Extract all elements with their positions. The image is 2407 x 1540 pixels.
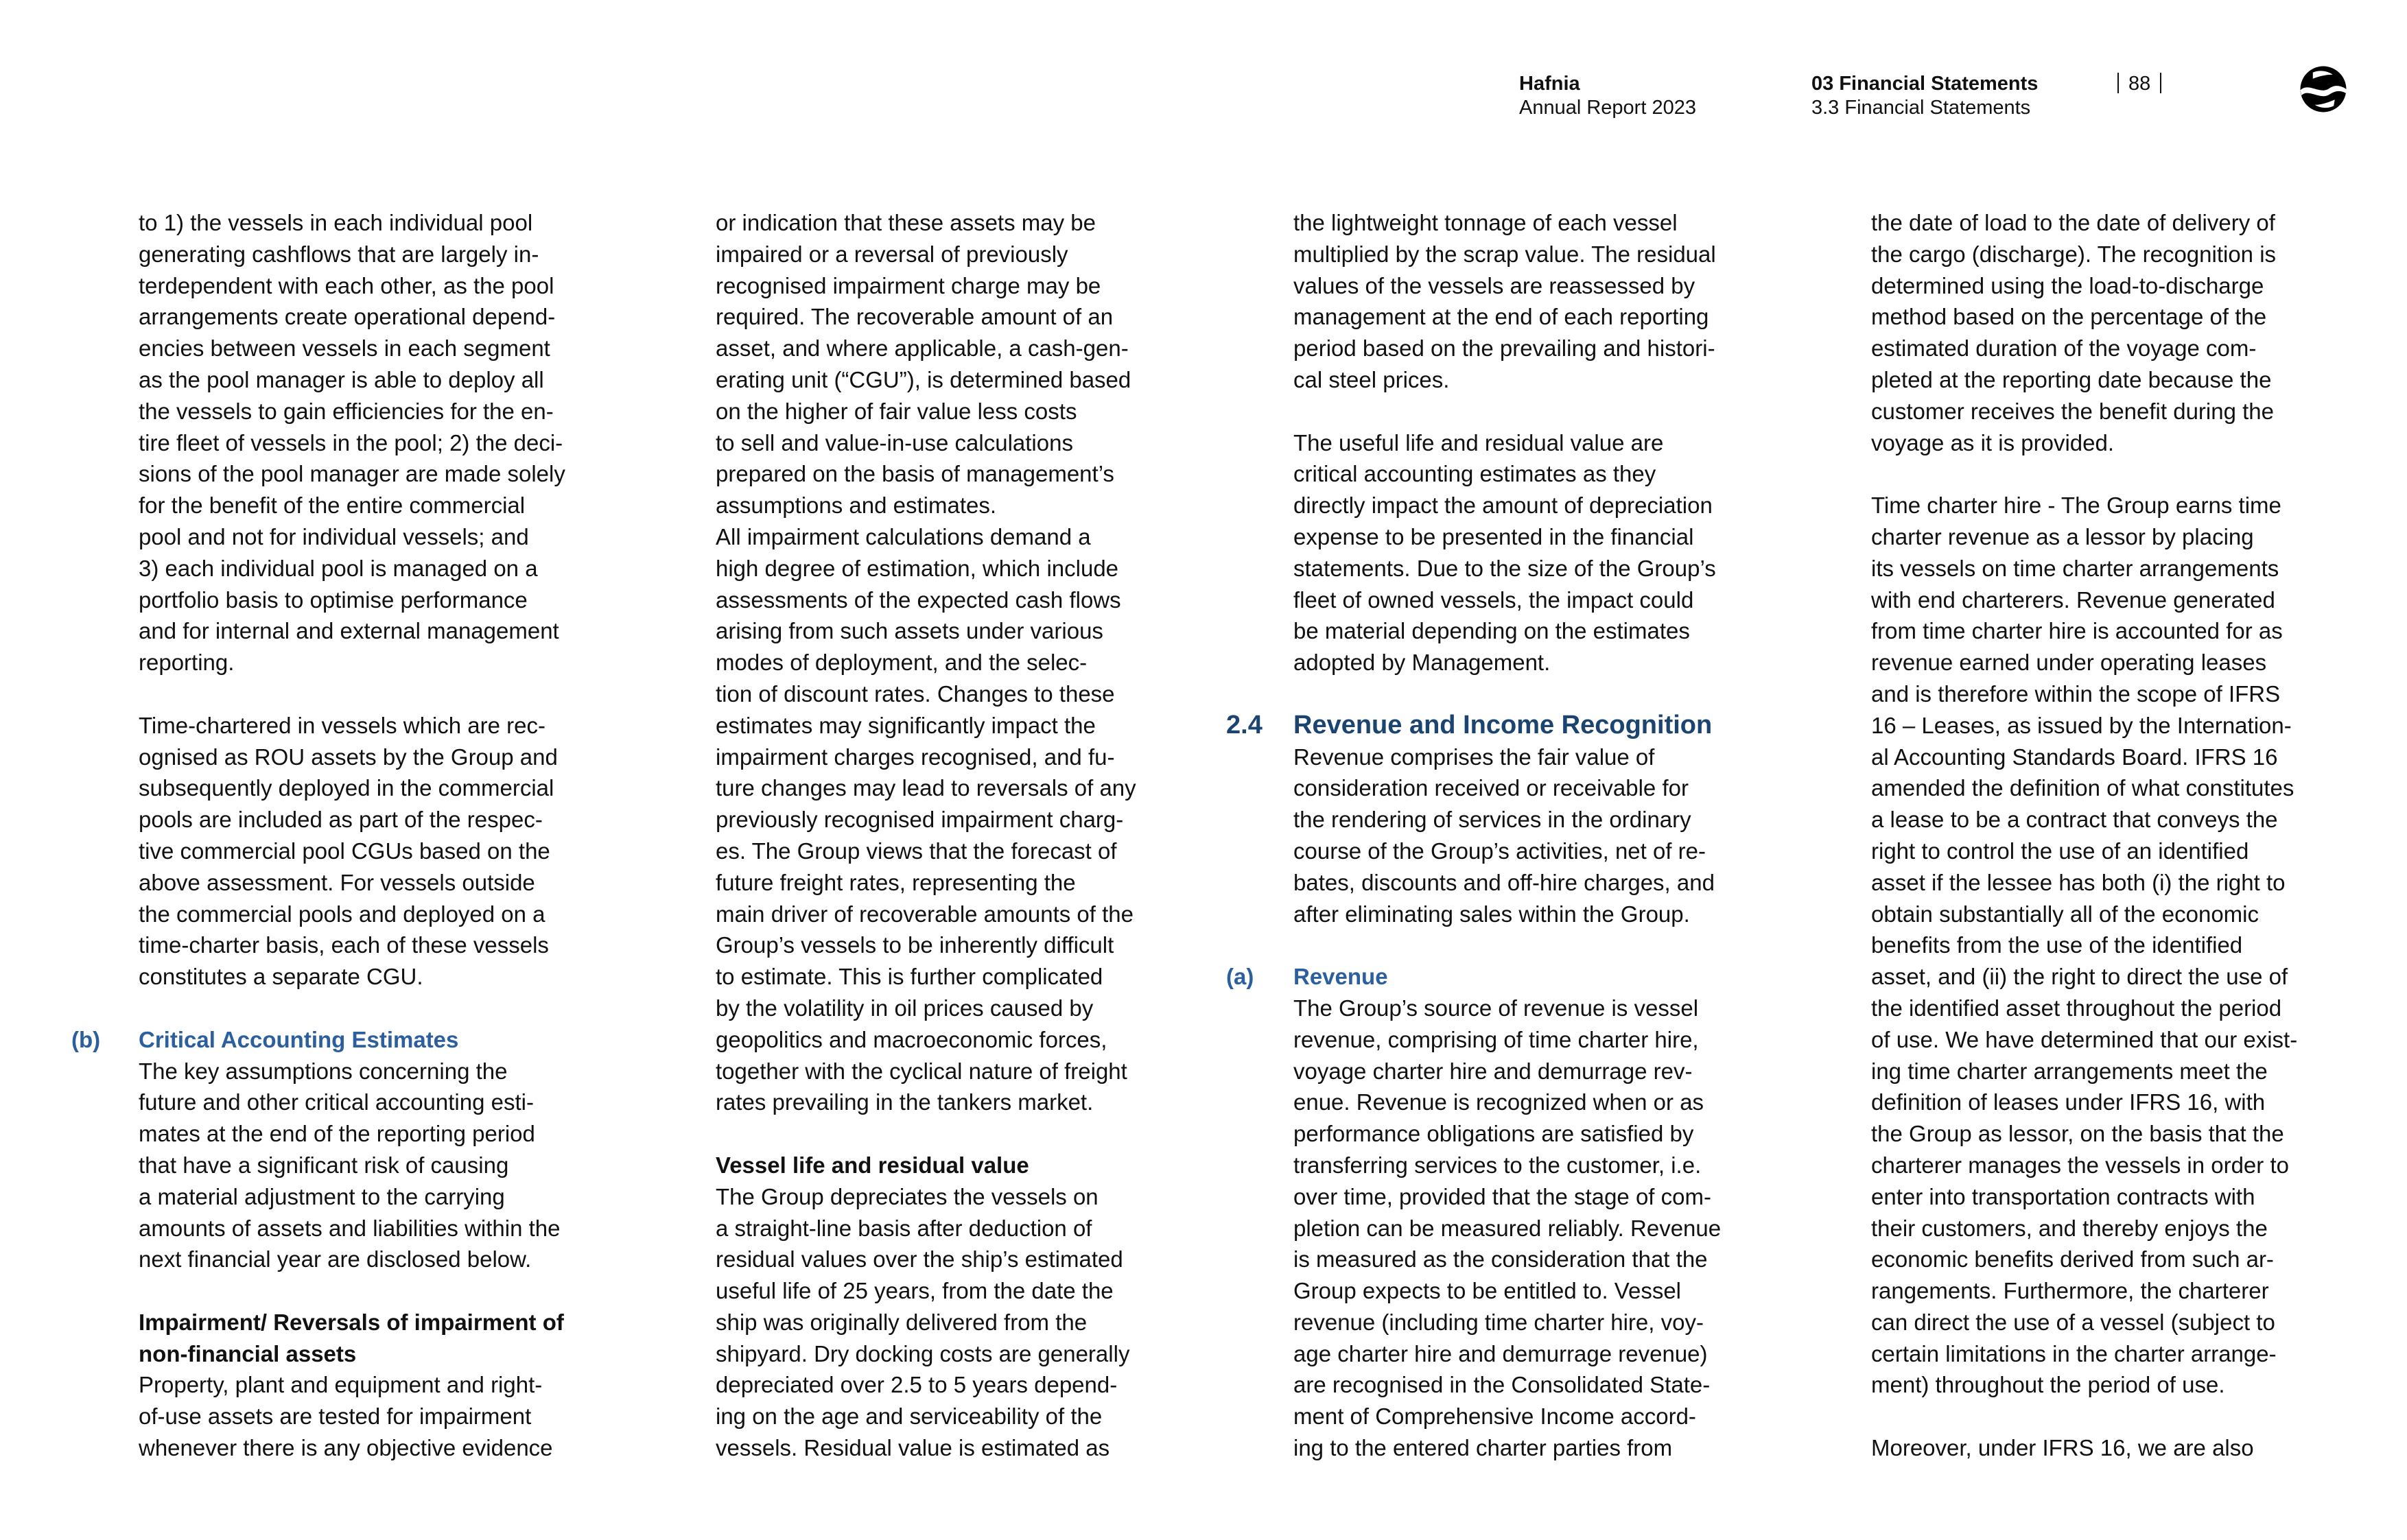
paragraph-gap <box>1871 458 2358 490</box>
subsection-heading <box>1226 961 1781 993</box>
body-text-line: reporting. <box>139 650 235 676</box>
body-text-line: period based on the prevailing and histori- <box>1293 335 1715 362</box>
body-text-line: Time charter hire - The Group earns time <box>1871 493 2281 519</box>
body-text-line: future and other critical accounting esti- <box>139 1089 534 1115</box>
bold-heading-line: Vessel life and residual value <box>716 1152 1029 1178</box>
body-text-line: Moreover, under IFRS 16, we are also <box>1871 1435 2254 1461</box>
page-number-divider-left <box>2117 73 2119 93</box>
body-text-line: tire fleet of vessels in the pool; 2) the deci- <box>139 429 563 455</box>
body-text-line: assumptions and estimates. <box>716 493 997 519</box>
body-text-line: transferring services to the customer, i.e. <box>1293 1152 1702 1178</box>
body-text-line: charterer manages the vessels in order to <box>1871 1152 2289 1178</box>
body-text-line: main driver of recoverable amounts of the <box>716 901 1134 927</box>
body-text-line: bates, discounts and off-hire charges, and <box>1293 869 1715 895</box>
text-column-2 <box>716 207 1203 1464</box>
body-text-line: the rendering of services in the ordinary <box>1293 807 1691 833</box>
paragraph-gap <box>139 1275 626 1307</box>
body-text-line: es. The Group views that the forecast of <box>716 838 1117 864</box>
body-text-line: arising from such assets under various <box>716 618 1103 644</box>
subsection-number: (a) <box>1226 964 1254 990</box>
body-text-line: determined using the load-to-discharge <box>1871 272 2264 298</box>
body-text-line: recognised impairment charge may be <box>716 272 1101 298</box>
body-text-line: All impairment calculations demand a <box>716 523 1091 549</box>
body-text-line: The key assumptions concerning the <box>139 1058 508 1084</box>
body-text-line: definition of leases under IFRS 16, with <box>1871 1089 2266 1115</box>
body-text-line: 16 – Leases, as issued by the Internation- <box>1871 712 2292 738</box>
body-text-line: ment) throughout the period of use. <box>1871 1372 2225 1398</box>
body-text-line: as the pool manager is able to deploy all <box>139 366 544 392</box>
body-text-line: vessels. Residual value is estimated as <box>716 1435 1110 1461</box>
body-text-line: Group expects to be entitled to. Vessel <box>1293 1278 1682 1304</box>
body-text-line: and for internal and external management <box>139 618 559 644</box>
body-text-line: course of the Group’s activities, net of re- <box>1293 838 1706 864</box>
body-text-line: ship was originally delivered from the <box>716 1309 1088 1335</box>
body-text-line: impairment charges recognised, and fu- <box>716 744 1115 770</box>
body-text-line: or indication that these assets may be <box>716 210 1096 235</box>
body-text-line: ing on the age and serviceability of the <box>716 1403 1103 1430</box>
body-text-line: asset if the lessee has both (i) the right to <box>1871 869 2286 895</box>
body-text-line: modes of deployment, and the selec- <box>716 650 1088 676</box>
paragraph-gap <box>1293 396 1781 427</box>
body-text-line: previously recognised impairment charg- <box>716 807 1124 833</box>
header-company-block <box>1519 72 1696 120</box>
body-text-line: of-use assets are tested for impairment <box>139 1403 532 1430</box>
body-text-line: with end charterers. Revenue generated <box>1871 587 2275 613</box>
company-name: Hafnia <box>1519 73 1580 95</box>
body-text-line: their customers, and thereby enjoys the <box>1871 1215 2268 1241</box>
body-text-line: The useful life and residual value are <box>1293 429 1664 455</box>
body-text-line: Property, plant and equipment and right- <box>139 1372 543 1398</box>
body-text-line: performance obligations are satisfied by <box>1293 1121 1694 1147</box>
subsection-title: Critical Accounting Estimates <box>139 1026 459 1052</box>
body-text-line: useful life of 25 years, from the date the <box>716 1278 1114 1304</box>
body-text-line: customer receives the benefit during the <box>1871 398 2274 424</box>
body-text-line: ture changes may lead to reversals of any <box>716 775 1136 801</box>
subsection-title: Revenue <box>1293 964 1388 990</box>
body-text-line: consideration received or receivable for <box>1293 775 1689 801</box>
body-text-line: a straight-line basis after deduction of <box>716 1215 1092 1241</box>
body-text-line: cal steel prices. <box>1293 366 1450 392</box>
body-text-line: voyage charter hire and demurrage rev- <box>1293 1058 1693 1084</box>
paragraph-gap <box>1871 1401 2358 1432</box>
body-text-line: rates prevailing in the tankers market. <box>716 1089 1094 1115</box>
body-text-line: management at the end of each reporting <box>1293 304 1709 330</box>
body-text-line: estimates may significantly impact the <box>716 712 1096 738</box>
body-text-line: multiplied by the scrap value. The residual <box>1293 241 1716 267</box>
body-text-line: geopolitics and macroeconomic forces, <box>716 1026 1107 1052</box>
body-text-line: whenever there is any objective evidence <box>139 1435 553 1461</box>
body-text-line: ing to the entered charter parties from <box>1293 1435 1673 1461</box>
body-text-line: terdependent with each other, as the pool <box>139 272 554 298</box>
paragraph-gap <box>139 678 626 710</box>
body-text-line: adopted by Management. <box>1293 650 1551 676</box>
body-text-line: the identified asset throughout the period <box>1871 995 2282 1021</box>
body-text-line: are recognised in the Consolidated State- <box>1293 1372 1711 1398</box>
body-text-line: impaired or a reversal of previously <box>716 241 1068 267</box>
body-text-line: time-charter basis, each of these vessels <box>139 932 549 958</box>
body-text-line: revenue, comprising of time charter hire, <box>1293 1026 1699 1052</box>
body-text-line: encies between vessels in each segment <box>139 335 550 362</box>
body-text-line: assessments of the expected cash flows <box>716 587 1121 613</box>
body-text-line: Time-chartered in vessels which are rec- <box>139 712 545 738</box>
body-text-line: residual values over the ship’s estimated <box>716 1246 1123 1272</box>
body-text-line: and is therefore within the scope of IFRS <box>1871 680 2281 707</box>
body-text-line: asset, and (ii) the right to direct the use of <box>1871 964 2288 990</box>
body-text-line: the Group as lessor, on the basis that the <box>1871 1121 2284 1147</box>
body-text-line: enue. Revenue is recognized when or as <box>1293 1089 1704 1115</box>
body-text-line: Group’s vessels to be inherently difficult <box>716 932 1114 958</box>
body-text-line: high degree of estimation, which include <box>716 555 1119 581</box>
body-text-line: asset, and where applicable, a cash-gen- <box>716 335 1129 362</box>
paragraph-gap <box>716 1118 1203 1150</box>
body-text-line: of use. We have determined that our exist- <box>1871 1026 2298 1052</box>
section-number: 2.4 <box>1226 710 1263 739</box>
body-text-line: the vessels to gain efficiencies for the en- <box>139 398 554 424</box>
body-text-line: erating unit (“CGU”), is determined based <box>716 366 1131 392</box>
body-text-line: 3) each individual pool is managed on a <box>139 555 538 581</box>
body-text-line: age charter hire and demurrage revenue) <box>1293 1340 1708 1366</box>
body-text-line: ognised as ROU assets by the Group and <box>139 744 558 770</box>
body-text-line: pools are included as part of the respec- <box>139 807 543 833</box>
body-text-line: amounts of assets and liabilities within the <box>139 1215 561 1241</box>
body-text-line: that have a significant risk of causing <box>139 1152 509 1178</box>
body-text-line: can direct the use of a vessel (subject to <box>1871 1309 2275 1335</box>
subsection-heading <box>71 1024 626 1056</box>
body-text-line: mates at the end of the reporting period <box>139 1121 535 1147</box>
body-text-line: constitutes a separate CGU. <box>139 964 423 990</box>
body-text-line: together with the cyclical nature of freight <box>716 1058 1127 1084</box>
body-text-line: The Group depreciates the vessels on <box>716 1183 1099 1209</box>
body-text-line: by the volatility in oil prices caused by <box>716 995 1094 1021</box>
bold-heading-line: Impairment/ Reversals of impairment of <box>139 1309 564 1335</box>
body-text-line: fleet of owned vessels, the impact could <box>1293 587 1694 613</box>
body-text-line: expense to be presented in the financial <box>1293 523 1694 549</box>
body-text-line: depreciated over 2.5 to 5 years depend- <box>716 1372 1118 1398</box>
page-number-divider-right <box>2160 73 2161 93</box>
body-text-line: is measured as the consideration that the <box>1293 1246 1708 1272</box>
page-number: 88 <box>2128 73 2151 95</box>
body-text-line: from time charter hire is accounted for as <box>1871 618 2283 644</box>
page-number-block <box>2108 72 2171 96</box>
body-text-line: future freight rates, representing the <box>716 869 1076 895</box>
body-text-line: pool and not for individual vessels; and <box>139 523 529 549</box>
body-text-line: tion of discount rates. Changes to these <box>716 680 1115 707</box>
body-text-line: to 1) the vessels in each individual pool <box>139 210 533 235</box>
subsection-number: (b) <box>71 1026 101 1052</box>
body-text-line: after eliminating sales within the Group. <box>1293 901 1690 927</box>
body-text-line: the cargo (discharge). The recognition is <box>1871 241 2277 267</box>
body-text-line: above assessment. For vessels outside <box>139 869 535 895</box>
body-text-line: arrangements create operational depend- <box>139 304 556 330</box>
body-text-line: over time, provided that the stage of com- <box>1293 1183 1711 1209</box>
body-text-line: next financial year are disclosed below. <box>139 1246 532 1272</box>
body-text-line: revenue earned under operating leases <box>1871 650 2267 676</box>
body-text-line: economic benefits derived from such ar- <box>1871 1246 2274 1272</box>
body-text-line: The Group’s source of revenue is vessel <box>1293 995 1699 1021</box>
body-text-line: Revenue comprises the fair value of <box>1293 744 1655 770</box>
section-title: 3.3 Financial Statements <box>1811 97 2031 119</box>
hafnia-logo-icon <box>2297 63 2349 115</box>
body-text-line: critical accounting estimates as they <box>1293 461 1656 487</box>
text-column-3 <box>1226 207 1781 1464</box>
paragraph-gap <box>139 993 626 1024</box>
body-text-line: pletion can be measured reliably. Revenue <box>1293 1215 1722 1241</box>
body-text-line: method based on the percentage of the <box>1871 304 2267 330</box>
body-text-line: a material adjustment to the carrying <box>139 1183 505 1209</box>
text-column-1 <box>71 207 626 1464</box>
body-text-line: tive commercial pool CGUs based on the <box>139 838 550 864</box>
body-text-line: statements. Due to the size of the Group’s <box>1293 555 1716 581</box>
body-text-line: revenue (including time charter hire, voy- <box>1293 1309 1704 1335</box>
body-text-line: be material depending on the estimates <box>1293 618 1690 644</box>
body-text-line: amended the definition of what constitutes <box>1871 775 2294 801</box>
section-title: Revenue and Income Recognition <box>1293 710 1713 739</box>
page-header <box>0 72 2407 127</box>
body-text-line: values of the vessels are reassessed by <box>1293 272 1695 298</box>
paragraph-gap <box>1293 929 1781 961</box>
chapter-title: 03 Financial Statements <box>1811 73 2039 95</box>
body-text-line: certain limitations in the charter arrange- <box>1871 1340 2277 1366</box>
body-text-line: obtain substantially all of the economic <box>1871 901 2259 927</box>
text-column-4 <box>1871 207 2358 1464</box>
body-text-line: its vessels on time charter arrangements <box>1871 555 2279 581</box>
body-text-line: portfolio basis to optimise performance <box>139 587 528 613</box>
report-title: Annual Report 2023 <box>1519 97 1696 119</box>
body-text-line: pleted at the reporting date because the <box>1871 366 2272 392</box>
body-text-line: charter revenue as a lessor by placing <box>1871 523 2254 549</box>
body-text-line: to estimate. This is further complicated <box>716 964 1103 990</box>
body-text-line: the commercial pools and deployed on a <box>139 901 545 927</box>
section-heading <box>1226 710 1781 742</box>
body-text-line: sions of the pool manager are made solely <box>139 461 565 487</box>
body-text-line: on the higher of fair value less costs <box>716 398 1077 424</box>
body-text-line: al Accounting Standards Board. IFRS 16 <box>1871 744 2278 770</box>
body-text-line: voyage as it is provided. <box>1871 429 2115 455</box>
body-text-line: ing time charter arrangements meet the <box>1871 1058 2268 1084</box>
body-text-line: to sell and value-in-use calculations <box>716 429 1073 455</box>
body-text-line: rangements. Furthermore, the charterer <box>1871 1278 2269 1304</box>
body-text-line: right to control the use of an identified <box>1871 838 2249 864</box>
body-text-line: ment of Comprehensive Income accord- <box>1293 1403 1696 1430</box>
body-text-line: directly impact the amount of depreciation <box>1293 493 1713 519</box>
body-text-line: shipyard. Dry docking costs are generally <box>716 1340 1130 1366</box>
body-text-line: benefits from the use of the identified <box>1871 932 2243 958</box>
body-text-line: subsequently deployed in the commercial <box>139 775 554 801</box>
body-text-line: estimated duration of the voyage com- <box>1871 335 2257 362</box>
body-text-line: generating cashflows that are largely in- <box>139 241 539 267</box>
bold-heading-line: non-financial assets <box>139 1340 357 1366</box>
body-text-line: prepared on the basis of management’s <box>716 461 1114 487</box>
body-text-line: the lightweight tonnage of each vessel <box>1293 210 1678 235</box>
body-text-line: required. The recoverable amount of an <box>716 304 1114 330</box>
body-text-line: the date of load to the date of delivery of <box>1871 210 2275 235</box>
body-text-line: a lease to be a contract that conveys the <box>1871 807 2278 833</box>
body-text-line: for the benefit of the entire commercial <box>139 493 526 519</box>
header-section-block <box>1811 72 2038 120</box>
body-text-line: enter into transportation contracts with <box>1871 1183 2255 1209</box>
paragraph-gap <box>1293 678 1781 710</box>
